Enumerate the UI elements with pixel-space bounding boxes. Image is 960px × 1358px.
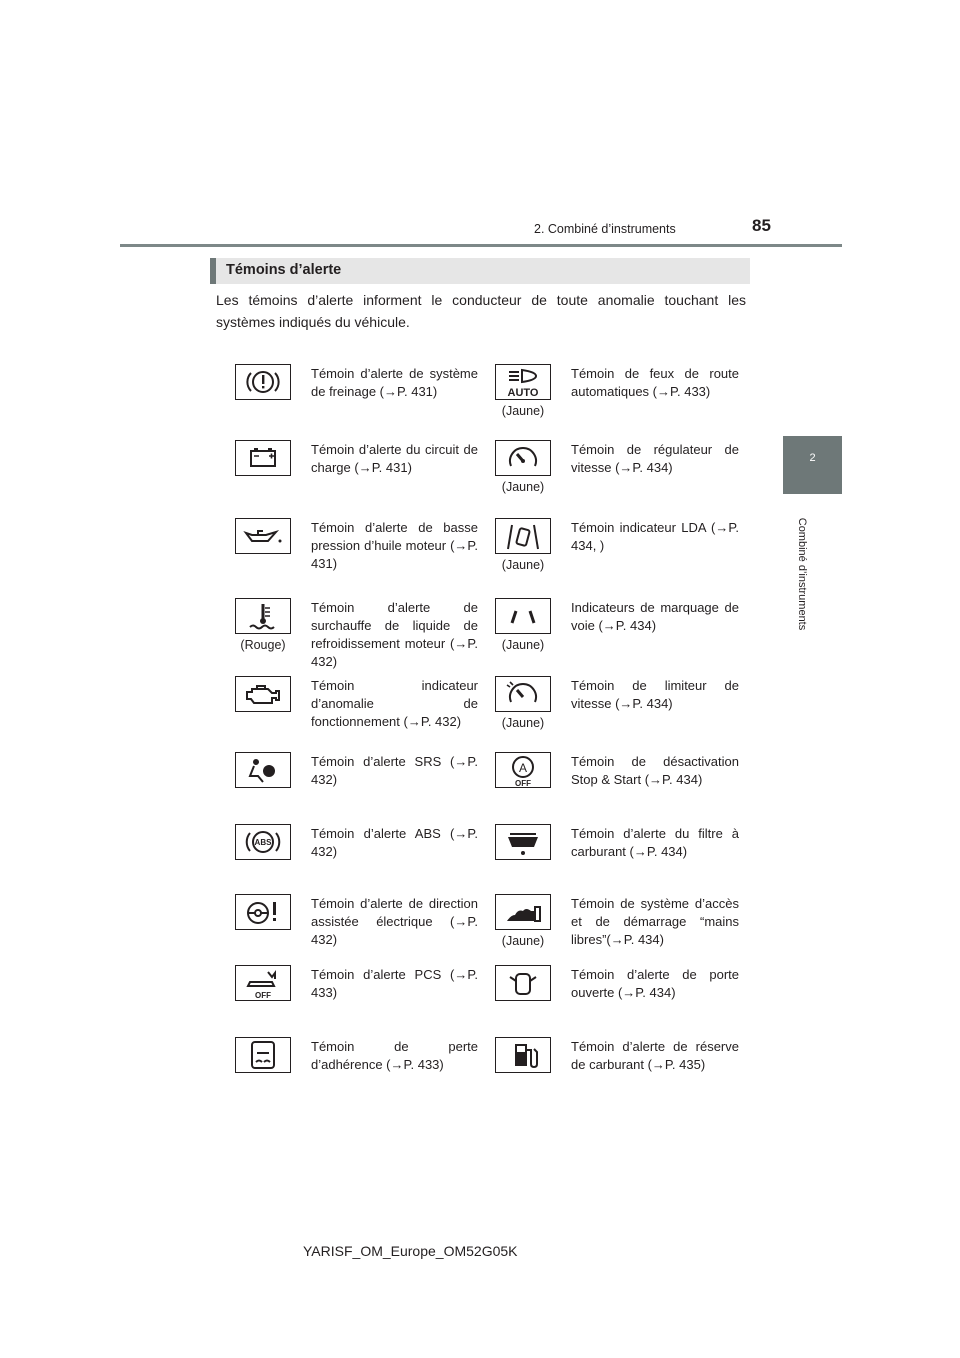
section-title-bar bbox=[210, 258, 750, 284]
header-rule bbox=[120, 244, 842, 247]
svg-text:ABS: ABS bbox=[254, 838, 272, 847]
lda-indicator-icon bbox=[495, 518, 551, 554]
smart-entry-icon bbox=[495, 894, 551, 930]
color-label: (Rouge) bbox=[240, 638, 286, 652]
warning-description: Témoin d’alerte ABS (→P. 432) bbox=[311, 826, 478, 859]
svg-text:A: A bbox=[518, 761, 528, 775]
warning-description: Témoin d’alerte PCS (→P. 433) bbox=[311, 967, 478, 1000]
oil-pressure-icon bbox=[235, 518, 291, 554]
color-label: (Jaune) bbox=[501, 480, 545, 494]
warning-description: Témoin d’alerte de surchauffe de liquide de refroidissement moteur (→P. 432) bbox=[311, 600, 478, 669]
warning-description: Témoin de perte d’adhérence (→P. 433) bbox=[311, 1039, 478, 1072]
svg-text:OFF: OFF bbox=[515, 779, 531, 787]
section-title: Témoins d’alerte bbox=[226, 262, 342, 278]
warning-description: Témoin indicateur d’anomalie de fonctionnement (→P. 432) bbox=[311, 678, 478, 729]
warning-description: Témoin de système d’accès et de démarrage “mains libres”(→P. 434) bbox=[571, 896, 739, 947]
low-fuel-icon bbox=[495, 1037, 551, 1073]
warning-description: Témoin d’alerte de basse pression d’huile moteur (→P. 431) bbox=[311, 520, 478, 571]
warning-description: Témoin d’alerte de réserve de carburant (→P. 435) bbox=[571, 1039, 739, 1072]
intro-paragraph: Les témoins d’alerte informent le conducteur de toute anomalie touchant les systèmes indiqués du véhicule. bbox=[216, 292, 746, 330]
open-door-icon bbox=[495, 965, 551, 1001]
fuel-filter-icon bbox=[495, 824, 551, 860]
warning-description: Témoin d’alerte du filtre à carburant (→P. 434) bbox=[571, 826, 739, 859]
page-number: 85 bbox=[752, 216, 771, 235]
pcs-off-icon bbox=[235, 965, 291, 1001]
warning-description: Témoin d’alerte du circuit de charge (→P. 431) bbox=[311, 442, 478, 475]
side-tab-number: 2 bbox=[809, 452, 816, 464]
color-label: (Jaune) bbox=[501, 638, 545, 652]
warning-description: Témoin de feux de route automatiques (→P. 433) bbox=[571, 366, 739, 399]
warning-description: Témoin d’alerte SRS (→P. 432) bbox=[311, 754, 478, 787]
slip-indicator-icon bbox=[235, 1037, 291, 1073]
svg-text:OFF: OFF bbox=[255, 991, 271, 1000]
coolant-temp-icon bbox=[235, 598, 291, 634]
engine-check-icon bbox=[235, 676, 291, 712]
footer-code: YARISF_OM_Europe_OM52G05K bbox=[303, 1243, 518, 1259]
abs-icon bbox=[235, 824, 291, 860]
auto-high-beam-icon bbox=[495, 364, 551, 400]
color-label: (Jaune) bbox=[501, 716, 545, 730]
warning-description: Témoin de régulateur de vitesse (→P. 434) bbox=[571, 442, 739, 475]
lane-marker-icon bbox=[495, 598, 551, 634]
warning-description: Témoin d’alerte de porte ouverte (→P. 434) bbox=[571, 967, 739, 1000]
header-section: 2. Combiné d’instruments bbox=[534, 222, 676, 236]
warning-description: Témoin d’alerte de direction assistée électrique (→P. 432) bbox=[311, 896, 478, 947]
side-label: Combiné d’instruments bbox=[796, 517, 808, 631]
warning-description: Témoin de désactivation Stop & Start (→P. 434) bbox=[571, 754, 739, 787]
warning-description: Indicateurs de marquage de voie (→P. 434) bbox=[571, 600, 739, 633]
side-label-wrap bbox=[760, 500, 830, 650]
power-steering-icon bbox=[235, 894, 291, 930]
side-tab bbox=[783, 436, 842, 494]
brake-warning-icon bbox=[235, 364, 291, 400]
color-label: (Jaune) bbox=[501, 558, 545, 572]
speed-limiter-icon bbox=[495, 676, 551, 712]
battery-charge-icon bbox=[235, 440, 291, 476]
warning-description: Témoin d’alerte de système de freinage (→P. 431) bbox=[311, 366, 478, 399]
warning-description: Témoin de limiteur de vitesse (→P. 434) bbox=[571, 678, 739, 711]
stop-start-off-icon bbox=[495, 752, 551, 788]
color-label: (Jaune) bbox=[501, 404, 545, 418]
srs-airbag-icon bbox=[235, 752, 291, 788]
color-label: (Jaune) bbox=[501, 934, 545, 948]
svg-text:AUTO: AUTO bbox=[507, 387, 539, 399]
cruise-control-icon bbox=[495, 440, 551, 476]
warning-description: Témoin indicateur LDA (→P. 434, ) bbox=[571, 520, 739, 553]
